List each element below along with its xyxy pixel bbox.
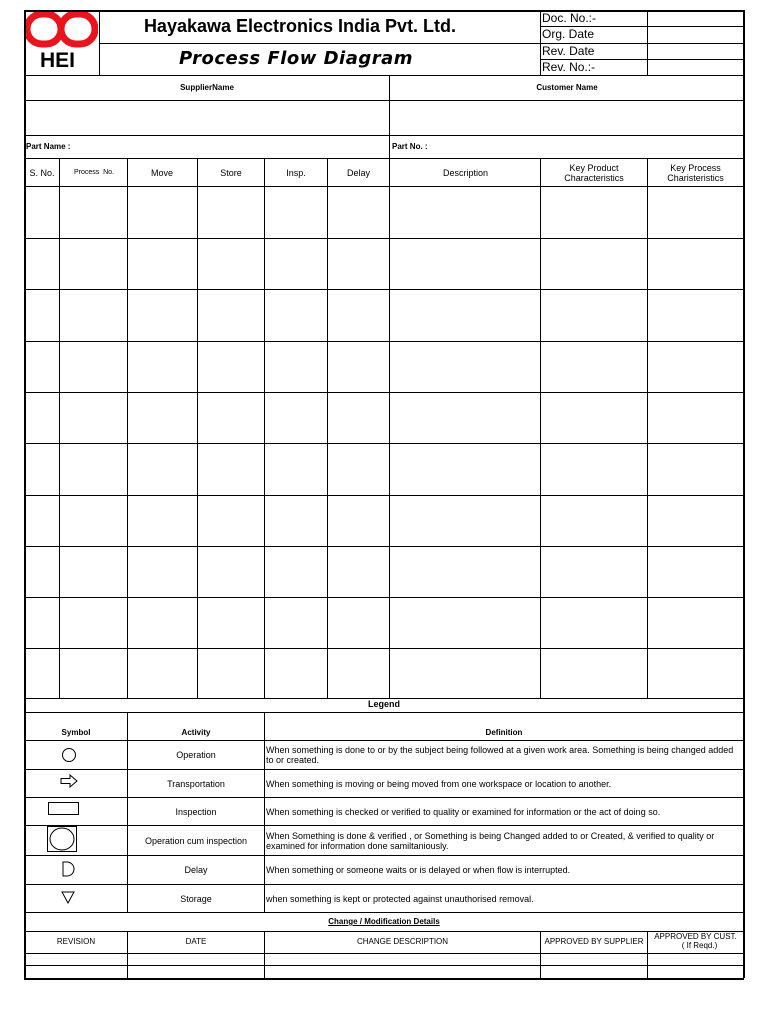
- process-cell[interactable]: [541, 239, 647, 289]
- process-cell[interactable]: [128, 290, 197, 341]
- grid-line: [24, 797, 743, 798]
- col-header-description: Description: [442, 167, 489, 178]
- change-cell[interactable]: [648, 966, 743, 978]
- process-cell[interactable]: [265, 598, 327, 648]
- circle-icon: [61, 747, 77, 768]
- grid-line: [24, 158, 743, 159]
- customer-name-label: Customer Name: [536, 83, 598, 92]
- col-header-key-process-characteristics: Key Process Charisteristics: [667, 162, 724, 183]
- process-cell[interactable]: [648, 547, 743, 597]
- process-cell[interactable]: [648, 290, 743, 341]
- grid-line: [24, 953, 743, 954]
- process-cell[interactable]: [25, 239, 59, 289]
- change-cell[interactable]: [128, 954, 264, 965]
- process-cell[interactable]: [198, 598, 264, 648]
- process-cell[interactable]: [25, 342, 59, 392]
- process-cell[interactable]: [328, 342, 389, 392]
- process-cell[interactable]: [128, 342, 197, 392]
- grid-line: [647, 10, 648, 75]
- process-cell[interactable]: [648, 239, 743, 289]
- page-title: Process Flow Diagram: [178, 48, 414, 69]
- legend-definition-operation-cum-inspection: When Something is done & verified , or Something is being Changed added to or Created, & verified to quality or examined for information done samiltaniously.: [266, 830, 715, 851]
- customer-name-field[interactable]: [391, 101, 743, 135]
- change-col-date: DATE: [185, 937, 207, 946]
- process-cell[interactable]: [648, 187, 743, 238]
- process-cell[interactable]: [25, 496, 59, 546]
- process-cell[interactable]: [328, 649, 389, 698]
- part-no-label: Part No. :: [392, 141, 428, 151]
- company-name: Hayakawa Electronics India Pvt. Ltd.: [143, 16, 457, 36]
- process-cell[interactable]: [198, 342, 264, 392]
- grid-line: [24, 931, 743, 932]
- process-cell[interactable]: [328, 239, 389, 289]
- approved-by-cust-label: APPROVED BY CUST.: [654, 932, 737, 941]
- grid-line: [127, 931, 128, 978]
- process-cell[interactable]: [265, 496, 327, 546]
- legend-definition-operation: When something is done to or by the subject being followed at a given work area. Something is being changed added to or created.: [266, 745, 734, 765]
- company-logo: [24, 10, 98, 74]
- process-cell[interactable]: [25, 393, 59, 443]
- grid-line: [327, 158, 328, 698]
- part-name-label: Part Name :: [26, 141, 71, 151]
- process-cell[interactable]: [198, 444, 264, 495]
- arrow-right-icon: [60, 774, 78, 793]
- process-cell[interactable]: [390, 444, 540, 495]
- triangle-down-icon: [61, 891, 75, 909]
- process-cell[interactable]: [60, 444, 127, 495]
- grid-line: [24, 698, 743, 699]
- process-cell[interactable]: [390, 290, 540, 341]
- col-header-s-no: S. No.: [29, 167, 55, 178]
- legend-definition-transportation: When something is moving or being moved from one workspace or location to another.: [266, 778, 612, 789]
- process-cell[interactable]: [60, 342, 127, 392]
- grid-line: [540, 158, 541, 698]
- process-cell[interactable]: [648, 444, 743, 495]
- legend-activity-inspection: Inspection: [175, 806, 217, 817]
- change-cell[interactable]: [541, 966, 647, 978]
- process-cell[interactable]: [265, 187, 327, 238]
- process-cell[interactable]: [390, 187, 540, 238]
- supplier-name-field[interactable]: [25, 101, 389, 135]
- process-cell[interactable]: [128, 547, 197, 597]
- grid-line: [264, 931, 265, 978]
- grid-line: [24, 740, 743, 741]
- process-cell[interactable]: [198, 649, 264, 698]
- process-cell[interactable]: [25, 598, 59, 648]
- process-cell[interactable]: [265, 290, 327, 341]
- grid-line: [24, 135, 743, 136]
- grid-line: [540, 10, 541, 75]
- grid-line: [540, 26, 743, 27]
- logo-mark: [24, 10, 98, 48]
- org-date-label: Org. Date: [542, 27, 595, 41]
- process-cell[interactable]: [60, 239, 127, 289]
- process-cell[interactable]: [390, 649, 540, 698]
- change-col-approved-customer: [648, 932, 743, 952]
- process-cell[interactable]: [328, 393, 389, 443]
- process-cell[interactable]: [198, 496, 264, 546]
- grid-line: [540, 59, 743, 60]
- grid-line: [24, 884, 743, 885]
- process-cell[interactable]: [390, 496, 540, 546]
- process-cell[interactable]: [390, 239, 540, 289]
- grid-line: [24, 712, 743, 713]
- legend-col-definition: Definition: [485, 728, 523, 737]
- rev-no-label: Rev. No.:-: [542, 60, 596, 74]
- rev-no-field[interactable]: [648, 60, 742, 74]
- process-cell[interactable]: [198, 239, 264, 289]
- grid-line: [59, 158, 60, 698]
- process-cell[interactable]: [60, 393, 127, 443]
- grid-line: [127, 712, 128, 912]
- legend-definition-storage: when something is kept or protected against unauthorised removal.: [266, 893, 534, 904]
- process-cell[interactable]: [128, 496, 197, 546]
- grid-line: [24, 75, 743, 76]
- grid-line: [743, 10, 745, 978]
- process-cell[interactable]: [390, 342, 540, 392]
- grid-line: [647, 158, 648, 698]
- process-cell[interactable]: [198, 393, 264, 443]
- change-col-approved-supplier: APPROVED BY SUPPLIER: [544, 937, 644, 946]
- process-cell[interactable]: [328, 290, 389, 341]
- grid-line: [24, 855, 743, 856]
- process-cell[interactable]: [265, 547, 327, 597]
- d-shape-icon: [62, 861, 76, 882]
- process-cell[interactable]: [541, 649, 647, 698]
- legend-definition-inspection: When something is checked or verified to quality or examined for information or the act of doing so.: [266, 806, 661, 817]
- grid-line: [24, 100, 743, 101]
- process-cell[interactable]: [60, 187, 127, 238]
- grid-line: [24, 289, 743, 290]
- legend-col-symbol: Symbol: [61, 728, 91, 737]
- process-cell[interactable]: [541, 342, 647, 392]
- supplier-name-label: SupplierName: [180, 83, 234, 92]
- doc-no-label: Doc. No.:-: [542, 11, 597, 25]
- grid-line: [24, 912, 743, 913]
- change-cell[interactable]: [25, 966, 127, 978]
- process-cell[interactable]: [128, 393, 197, 443]
- grid-line: [24, 965, 743, 966]
- process-cell[interactable]: [128, 649, 197, 698]
- legend-activity-transportation: Transportation: [167, 778, 225, 789]
- change-details-title: Change / Modification Details: [328, 917, 440, 926]
- change-cell[interactable]: [541, 954, 647, 965]
- process-cell[interactable]: [128, 444, 197, 495]
- process-cell[interactable]: [265, 649, 327, 698]
- process-cell[interactable]: [328, 547, 389, 597]
- process-cell[interactable]: [60, 649, 127, 698]
- process-cell[interactable]: [265, 239, 327, 289]
- legend-activity-operation: Operation: [176, 750, 216, 760]
- process-cell[interactable]: [265, 444, 327, 495]
- circle-in-square-icon: [47, 826, 78, 858]
- process-cell[interactable]: [648, 649, 743, 698]
- col-header-store: Store: [220, 167, 242, 178]
- process-cell[interactable]: [541, 290, 647, 341]
- process-cell[interactable]: [128, 187, 197, 238]
- process-cell[interactable]: [541, 496, 647, 546]
- grid-line: [24, 238, 743, 239]
- legend-activity-storage: Storage: [180, 893, 212, 904]
- process-cell[interactable]: [328, 444, 389, 495]
- process-cell[interactable]: [25, 547, 59, 597]
- process-cell[interactable]: [128, 598, 197, 648]
- process-cell[interactable]: [541, 547, 647, 597]
- process-cell[interactable]: [390, 393, 540, 443]
- grid-line: [24, 392, 743, 393]
- process-cell[interactable]: [648, 598, 743, 648]
- process-cell[interactable]: [198, 290, 264, 341]
- process-cell[interactable]: [648, 393, 743, 443]
- process-cell[interactable]: [328, 598, 389, 648]
- grid-line: [24, 546, 743, 547]
- legend-activity-delay: Delay: [184, 865, 208, 875]
- col-header-insp: Insp.: [286, 167, 306, 178]
- grid-line: [540, 931, 541, 978]
- process-cell[interactable]: [60, 547, 127, 597]
- process-cell[interactable]: [541, 444, 647, 495]
- change-cell[interactable]: [648, 954, 743, 965]
- process-cell[interactable]: [265, 342, 327, 392]
- grid-line: [197, 158, 198, 698]
- grid-line: [127, 158, 128, 698]
- grid-line: [389, 158, 390, 698]
- change-col-description: CHANGE DESCRIPTION: [356, 937, 449, 946]
- grid-line: [264, 158, 265, 698]
- process-cell[interactable]: [198, 547, 264, 597]
- rev-date-label: Rev. Date: [542, 43, 595, 58]
- process-cell[interactable]: [390, 598, 540, 648]
- grid-line: [389, 75, 390, 158]
- process-cell[interactable]: [265, 393, 327, 443]
- col-header-key-product-characteristics: Key Product Characteristics: [564, 162, 624, 183]
- change-cell[interactable]: [25, 954, 127, 965]
- change-col-revision: REVISION: [56, 937, 96, 946]
- process-cell[interactable]: [390, 547, 540, 597]
- doc-no-field[interactable]: [648, 11, 742, 25]
- legend-activity-operation-cum-inspection: Operation cum inspection: [144, 835, 248, 846]
- legend-col-activity: Activity: [181, 728, 211, 737]
- process-cell[interactable]: [60, 290, 127, 341]
- grid-line: [24, 10, 744, 12]
- grid-line: [99, 10, 100, 75]
- change-cell[interactable]: [265, 954, 540, 965]
- grid-line: [24, 648, 743, 649]
- rev-date-field[interactable]: [648, 43, 742, 58]
- process-cell[interactable]: [25, 187, 59, 238]
- process-cell[interactable]: [541, 393, 647, 443]
- logo-text: HEI: [40, 49, 76, 72]
- col-header-delay: Delay: [346, 167, 370, 178]
- process-cell[interactable]: [128, 239, 197, 289]
- process-cell[interactable]: [25, 444, 59, 495]
- process-cell[interactable]: [648, 496, 743, 546]
- process-cell[interactable]: [541, 187, 647, 238]
- legend-title: Legend: [367, 699, 400, 709]
- process-cell[interactable]: [648, 342, 743, 392]
- org-date-field[interactable]: [648, 27, 742, 41]
- process-cell[interactable]: [541, 598, 647, 648]
- grid-line: [264, 712, 265, 912]
- grid-line: [24, 341, 743, 342]
- rectangle-icon: [48, 802, 80, 821]
- grid-line: [24, 10, 26, 978]
- grid-line: [647, 931, 648, 978]
- process-cell[interactable]: [60, 496, 127, 546]
- grid-line: [24, 597, 743, 598]
- change-cell[interactable]: [128, 966, 264, 978]
- process-cell[interactable]: [198, 187, 264, 238]
- grid-line: [24, 825, 743, 826]
- col-header-move: Move: [150, 167, 173, 178]
- col-header-process-no: Process No.: [73, 168, 115, 176]
- if-reqd-label: ( If Reqd.): [681, 941, 718, 950]
- grid-line: [24, 495, 743, 496]
- process-cell[interactable]: [60, 598, 127, 648]
- process-cell[interactable]: [328, 496, 389, 546]
- change-cell[interactable]: [265, 966, 540, 978]
- process-cell[interactable]: [25, 649, 59, 698]
- grid-line: [24, 978, 744, 980]
- legend-definition-delay: When something or someone waits or is delayed or when flow is interrupted.: [266, 865, 571, 875]
- process-cell[interactable]: [328, 187, 389, 238]
- grid-line: [24, 186, 743, 187]
- grid-line: [24, 443, 743, 444]
- grid-line: [24, 769, 743, 770]
- process-cell[interactable]: [25, 290, 59, 341]
